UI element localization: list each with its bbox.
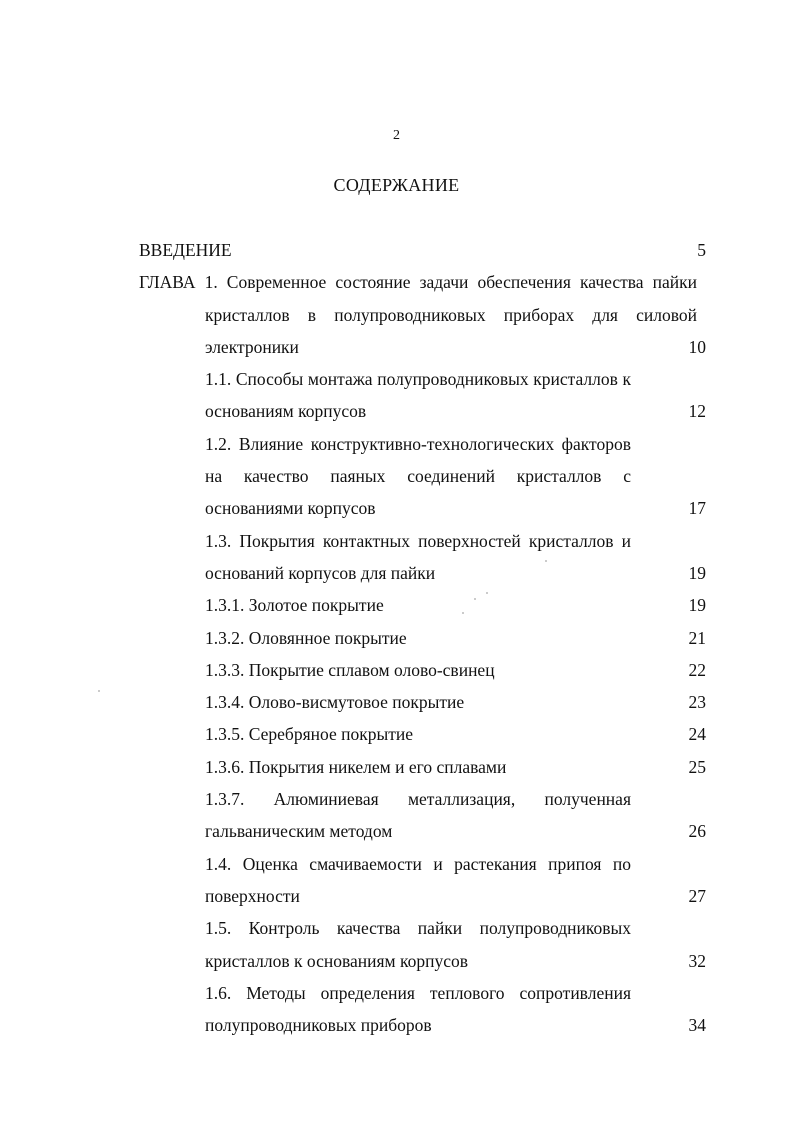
toc-entry-chapter-1: [0, 266, 793, 363]
toc-entry-text: 1.1. Способы монтажа полупроводниковых кристаллов к основаниям корпусов: [205, 369, 631, 422]
toc-entry-1-3-5: [0, 718, 793, 750]
toc-entry-page: 12: [688, 401, 706, 422]
toc-entry-text: 1.3.4. Олово-висмутовое покрытие: [205, 692, 465, 713]
toc-entry-1-5: [0, 912, 793, 977]
toc-entry-text: ГЛАВА 1. Современное состояние задачи обеспечения качества пайки кристаллов в полупроводниковых приборах для силовой электроники: [139, 272, 697, 357]
toc-entry-text-line-1: 1.3.7. Алюминиевая металлизация, полученная: [205, 789, 631, 810]
table-of-contents: [0, 234, 793, 1041]
toc-title: СОДЕРЖАНИЕ: [333, 175, 460, 195]
toc-entry-1-3-3: [0, 654, 793, 686]
toc-entry-text: 1.3.2. Оловянное покрытие: [205, 627, 407, 648]
toc-entry-page: 23: [688, 692, 706, 713]
toc-entry-text: ВВЕДЕНИЕ: [139, 240, 232, 260]
toc-entry-page: 25: [688, 756, 706, 777]
toc-entry-page: 5: [697, 240, 706, 260]
toc-entry-page: 10: [688, 336, 706, 357]
toc-entry-text: 1.3.6. Покрытия никелем и его сплавами: [205, 756, 507, 777]
toc-entry-page: 19: [688, 595, 706, 616]
toc-entry-page: 27: [688, 885, 706, 906]
toc-entry-text: 1.5. Контроль качества пайки полупроводниковых кристаллов к основаниям корпусов: [205, 918, 631, 971]
scan-artifact: [474, 598, 476, 600]
toc-entry-page: 19: [688, 562, 706, 583]
toc-entry-page: 17: [688, 498, 706, 519]
toc-entry-page: 34: [688, 1015, 706, 1036]
scan-artifact: [545, 560, 547, 562]
page-number: 2: [393, 128, 400, 143]
toc-entry-1-3-4: [0, 686, 793, 718]
toc-entry-page: 22: [688, 659, 706, 680]
toc-entry-text: 1.3. Покрытия контактных поверхностей кристаллов и оснований корпусов для пайки: [205, 530, 631, 583]
toc-entry-1-6: [0, 977, 793, 1042]
toc-entry-1-4: [0, 848, 793, 913]
toc-entry-text: 1.3.3. Покрытие сплавом олово-свинец: [205, 659, 495, 680]
toc-entry-text-line-2: гальваническим методом: [205, 821, 393, 842]
toc-entry-page: 26: [688, 821, 706, 842]
toc-entry-page: 24: [688, 724, 706, 745]
toc-entry-1-3-2: [0, 622, 793, 654]
toc-entry-page: 32: [688, 950, 706, 971]
toc-entry-1-3-1: [0, 589, 793, 621]
toc-entry-page: 21: [688, 627, 706, 648]
scan-artifact: [486, 592, 488, 594]
toc-entry-text: 1.4. Оценка смачиваемости и растекания припоя по поверхности: [205, 853, 631, 906]
toc-entry-1-1: [0, 363, 793, 428]
toc-entry-text: [205, 783, 631, 848]
scan-artifact: [98, 690, 100, 692]
toc-entry-1-3-6: [0, 751, 793, 783]
scan-artifact: [462, 612, 464, 614]
toc-entry-1-3-7: [0, 783, 793, 848]
toc-entry-text: 1.2. Влияние конструктивно-технологических факторов на качество паяных соединений кристаллов с основаниями корпусов: [205, 433, 631, 519]
toc-entry-1-2: [0, 428, 793, 525]
toc-entry-text: 1.3.5. Серебряное покрытие: [205, 724, 414, 745]
toc-entry-introduction: [0, 234, 793, 266]
toc-entry-text: 1.6. Методы определения теплового сопротивления полупроводниковых приборов: [205, 982, 631, 1036]
toc-entry-text: 1.3.1. Золотое покрытие: [205, 595, 384, 616]
toc-entry-1-3: [0, 525, 793, 590]
